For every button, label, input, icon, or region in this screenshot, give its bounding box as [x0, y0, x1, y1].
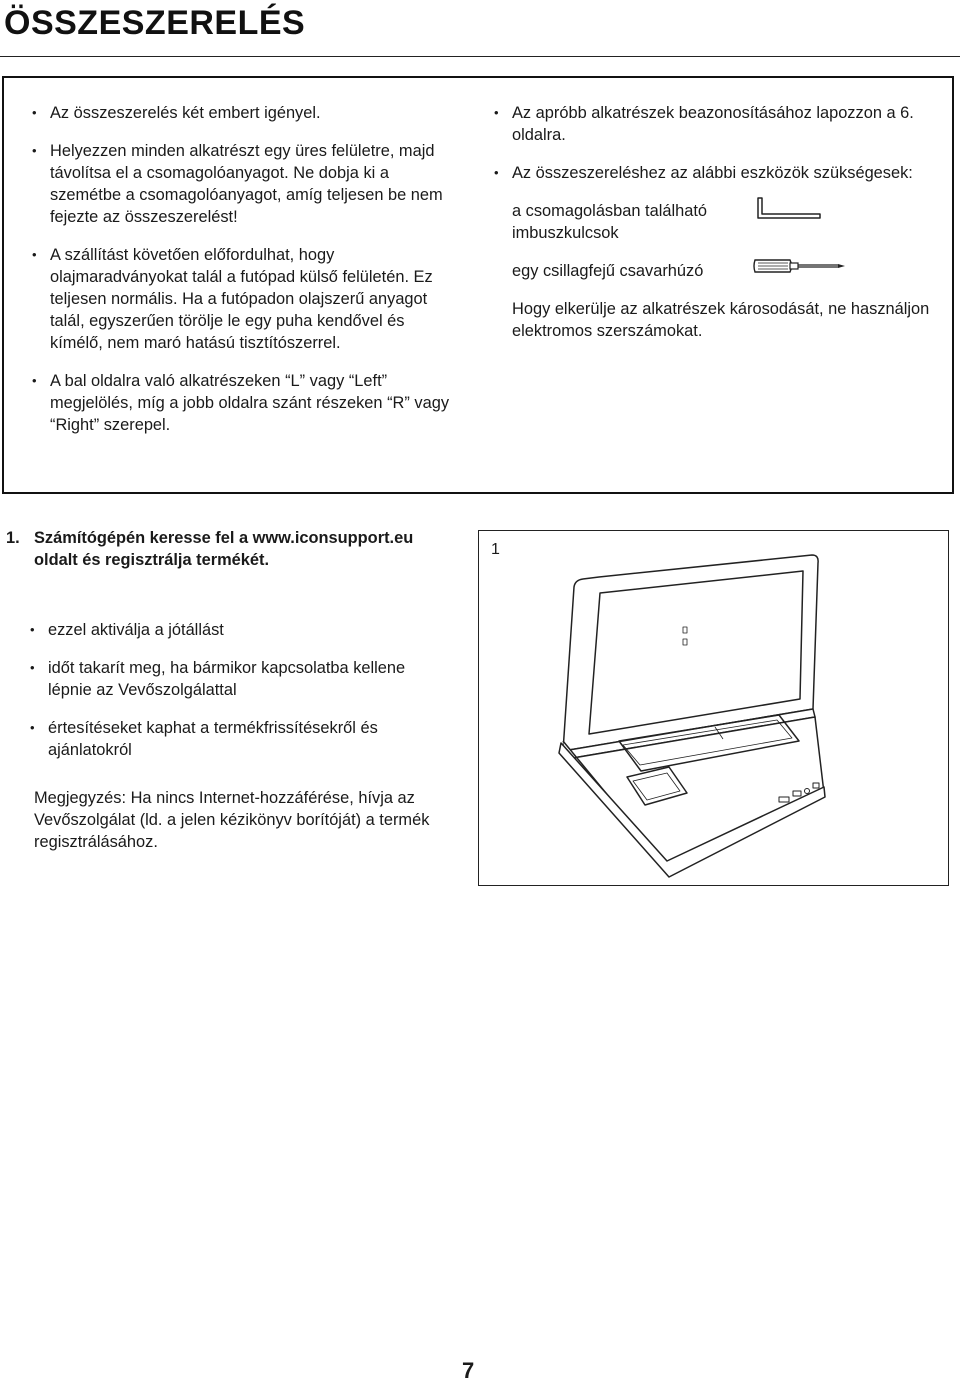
tool-label: a csomagolásban található imbuszkulcsok — [512, 202, 707, 242]
tool-allen-keys — [512, 200, 934, 244]
page-title: ÖSSZESZERELÉS — [4, 4, 306, 42]
step-bullet: • időt takarít meg, ha bármikor kapcsolatba kellene lépnie az Vevőszolgálattal — [30, 657, 450, 701]
notice-bullet: • A szállítást követően előfordulhat, hogy olajmaradványokat talál a futópad külső felületén. Ez teljesen normális. Ha a futópadon olajszerű anyagot talál, egyszerűen törölje le egy puha kendővel és kímélő, nem maró hatású tisztítószerrel. — [32, 244, 452, 354]
tool-screwdriver — [512, 260, 934, 282]
step-bullet: • ezzel aktiválja a jótállást — [30, 619, 450, 641]
figure-number: 1 — [491, 541, 500, 558]
step-bullets — [30, 619, 450, 777]
registration-note: Megjegyzés: Ha nincs Internet-hozzáférése, hívja az Vevőszolgálat (ld. a jelen kézikönyv borítóját) a termék regisztrálásához. — [34, 789, 430, 851]
assembly-notice-box — [2, 76, 954, 494]
step-instruction: Számítógépén keresse fel a www.iconsupport.eu oldalt és regisztrálja termékét. — [34, 529, 414, 569]
screwdriver-icon — [752, 254, 848, 278]
step-bullet: • értesítéseket kaphat a termékfrissítésekről és ajánlatokról — [30, 717, 450, 761]
laptop-icon — [479, 531, 950, 887]
notice-bullet: • Az összeszerelés két embert igényel. — [32, 102, 452, 124]
notice-bullet: • Az apróbb alkatrészek beazonosításához lapozzon a 6. oldalra. — [494, 102, 934, 146]
figure-1-box — [478, 530, 949, 886]
page-number: 7 — [462, 1358, 475, 1383]
step-number: 1. — [6, 529, 20, 547]
notice-right-column — [494, 102, 934, 358]
notice-bullet: • A bal oldalra való alkatrészeken “L” vagy “Left” megjelölés, míg a jobb oldalra szánt részeken “R” vagy “Right” szerepel. — [32, 370, 452, 436]
notice-bullet: • Helyezzen minden alkatrészt egy üres felületre, majd távolítsa el a csomagolóanyagot. Ne dobja ki a szemétbe a csomagolóanyagot, amíg teljesen be nem fejezte az összeszerelést! — [32, 140, 452, 228]
tools-warning: Hogy elkerülje az alkatrészek károsodását, ne használjon elektromos szerszámokat. — [512, 300, 930, 340]
tool-label: egy csillagfejű csavarhúzó — [512, 262, 704, 280]
step-1 — [6, 527, 446, 571]
allen-key-icon — [756, 196, 822, 222]
notice-bullet: • Az összeszereléshez az alábbi eszközök szükségesek: — [494, 162, 934, 184]
notice-left-column — [32, 102, 452, 452]
title-divider — [0, 56, 960, 57]
